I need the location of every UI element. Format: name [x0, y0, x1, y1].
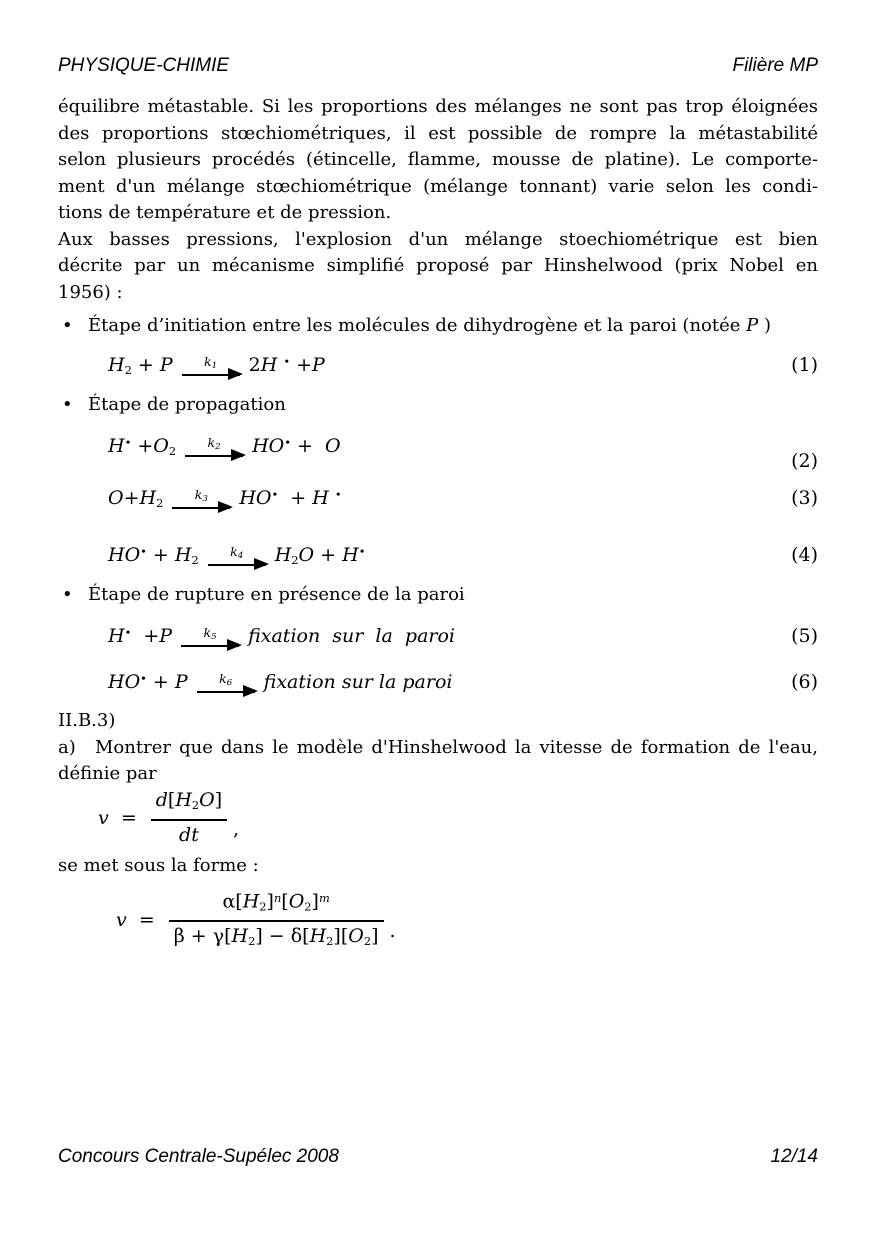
fraction-bar — [169, 920, 384, 922]
fraction-numerator: $\alpha[H_2]^n[O_2]^m$ — [222, 890, 330, 914]
bullet-icon: • — [62, 584, 73, 605]
connecting-text: se met sous la forme : — [58, 854, 259, 876]
equation-number: (1) — [791, 354, 818, 376]
reaction-lhs: HO• + P — [108, 671, 188, 693]
rate-constant-label: $k_2$ — [207, 435, 221, 453]
paragraph-line: équilibre métastable. Si les proportions des mélanges ne sont pas trop éloignées — [58, 96, 818, 117]
rate-constant-label: $k_3$ — [194, 487, 208, 505]
formula-lhs: v = — [98, 806, 137, 829]
reaction-body — [108, 354, 325, 377]
reaction-body — [108, 435, 341, 458]
reaction-rhs: fixation sur la paroi — [263, 671, 453, 693]
formula-punctuation: . — [389, 919, 396, 942]
header-track-label: Filière MP — [732, 55, 818, 76]
paragraph-line: ment d'un mélange stœchiométrique (mélange tonnant) varie selon les condi- — [58, 175, 818, 197]
reaction-arrow — [197, 673, 255, 693]
reaction-lhs: $H^• +O_2$ — [108, 434, 177, 458]
equation-number: (5) — [791, 625, 818, 647]
reaction-rhs: $H_2O + H^•$ — [274, 543, 366, 567]
page-footer — [58, 1146, 818, 1168]
formula-punctuation: , — [233, 817, 240, 840]
arrow-shaft-icon — [185, 455, 243, 457]
arrow-shaft-icon — [208, 564, 266, 566]
reaction-rhs: fixation sur la paroi — [248, 625, 455, 647]
paragraph-line: 1956) : — [58, 281, 123, 303]
reaction-equation-2 — [58, 426, 818, 472]
equation-number: (6) — [791, 671, 818, 693]
fraction-denominator: dt — [179, 823, 199, 846]
bullet-text: Étape d’initiation entre les molécules de dihydrogène et la paroi (notée P ) — [88, 315, 772, 336]
rate-definition-formula — [58, 789, 818, 846]
reaction-arrow — [208, 546, 266, 566]
paragraph-line: des proportions stœchiométriques, il est possible de rompre la métastabilité — [58, 122, 818, 144]
reaction-equation-5 — [58, 616, 818, 656]
rate-constant-label: $k_6$ — [219, 671, 233, 689]
bullet-item-initiation — [58, 312, 818, 339]
reaction-arrow — [182, 356, 240, 376]
page-content — [58, 0, 818, 951]
reaction-arrow — [172, 489, 230, 509]
bullet-text: Étape de rupture en présence de la paroi — [88, 584, 465, 605]
question-text: Montrer que dans le modèle d'Hinshelwood la vitesse de formation de l'eau, — [95, 737, 818, 758]
arrow-shaft-icon — [172, 507, 230, 509]
rate-law-formula — [58, 889, 818, 951]
question-label: a) — [58, 737, 76, 758]
reaction-body — [108, 544, 365, 567]
paragraph-hinshelwood — [58, 227, 818, 307]
section-label: II.B.3) — [58, 710, 116, 731]
reaction-body — [108, 487, 342, 510]
fraction — [151, 788, 227, 847]
paragraph-line: Aux basses pressions, l'explosion d'un mélange stoechiométrique est bien — [58, 228, 818, 250]
equation-number: (4) — [791, 544, 818, 566]
equation-number: (2) — [791, 450, 818, 472]
reaction-lhs: $HO^• + H_2$ — [108, 543, 199, 567]
reaction-rhs: HO• + H • — [239, 487, 342, 509]
reaction-lhs: $O+H_2$ — [108, 486, 164, 510]
question-text-continued: définie par — [58, 763, 157, 784]
question-a — [58, 734, 818, 761]
formula-lhs: v = — [116, 908, 155, 931]
fraction — [169, 886, 384, 953]
reaction-rhs: HO• + O — [252, 435, 341, 457]
bullet-item-rupture — [58, 581, 818, 608]
page-header — [58, 55, 818, 79]
footer-exam-title: Concours Centrale-Supélec 2008 — [58, 1146, 339, 1167]
reaction-equation-4 — [58, 535, 818, 575]
bullet-icon: • — [62, 394, 73, 415]
reaction-body — [108, 671, 452, 693]
reaction-equation-3 — [58, 478, 818, 518]
equation-number: (3) — [791, 487, 818, 509]
rate-constant-label: $k_5$ — [203, 625, 217, 643]
header-subject-title: PHYSIQUE-CHIMIE — [58, 55, 230, 76]
reaction-equation-6 — [58, 662, 818, 702]
reaction-arrow — [181, 627, 239, 647]
paragraph-line: tions de température et de pression. — [58, 202, 392, 223]
fraction-bar — [151, 819, 227, 821]
fraction-numerator: $d[H_2O]$ — [155, 789, 223, 812]
paragraph-line: décrite par un mécanisme simplifié proposé par Hinshelwood (prix Nobel en — [58, 255, 818, 276]
paragraph-line: selon plusieurs procédés (étincelle, flamme, mousse de platine). Le comporte- — [58, 149, 818, 170]
reaction-body — [108, 625, 455, 647]
reaction-lhs: $H_2 + P$ — [108, 353, 173, 377]
rate-constant-label: $k_1$ — [204, 354, 218, 372]
arrow-shaft-icon — [182, 374, 240, 376]
fraction-denominator: $\beta + \gamma[H_2] - \delta[H_2][O_2]$ — [173, 925, 379, 949]
bullet-item-propagation — [58, 391, 818, 418]
reaction-rhs: 2H • +P — [248, 354, 325, 376]
reaction-lhs: H• +P — [108, 625, 173, 647]
footer-page-number: 12/14 — [770, 1146, 818, 1167]
arrow-shaft-icon — [197, 691, 255, 693]
rate-constant-label: $k_4$ — [230, 544, 244, 562]
arrow-shaft-icon — [181, 645, 239, 647]
reaction-equation-1 — [58, 345, 818, 385]
paragraph-metastable — [58, 94, 818, 227]
bullet-icon: • — [62, 315, 73, 336]
bullet-text: Étape de propagation — [88, 394, 286, 415]
reaction-arrow — [185, 437, 243, 457]
